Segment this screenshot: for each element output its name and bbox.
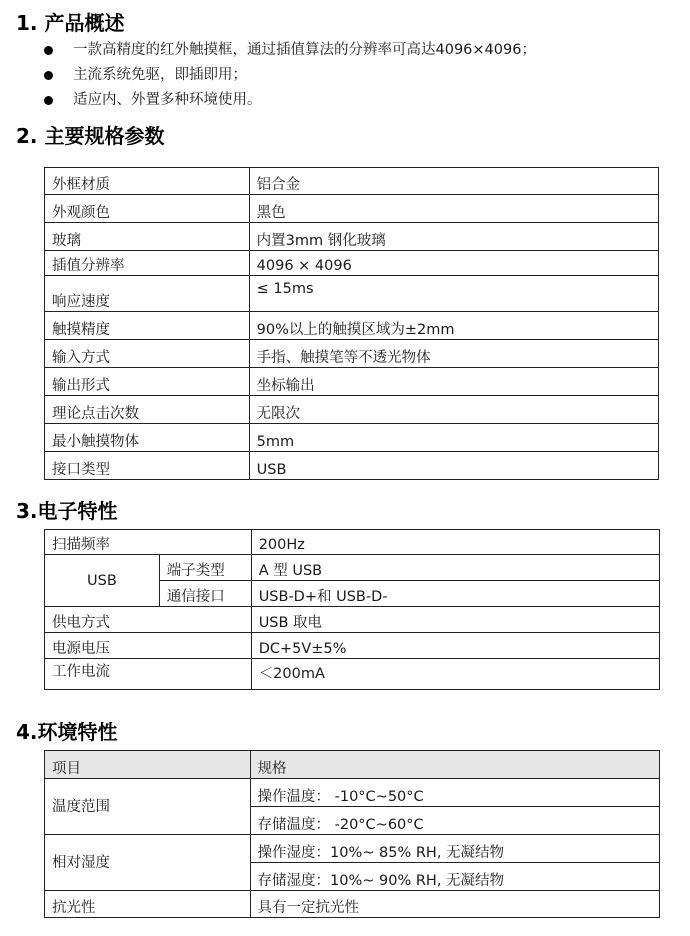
spec-value: 手指、触摸笔等不透光物体 xyxy=(249,340,658,368)
spec-label: 响应速度 xyxy=(45,276,250,312)
spec-value: ≤ 15ms xyxy=(249,276,658,312)
spec-label: 温度范围 xyxy=(45,779,251,835)
spec-value: USB-D+和 USB-D- xyxy=(251,581,659,607)
spec-label: 供电方式 xyxy=(45,607,252,633)
spec-label: 插值分辨率 xyxy=(45,251,250,276)
spec-value: USB 取电 xyxy=(251,607,659,633)
spec-label: 工作电流 xyxy=(45,659,252,690)
electrical-table xyxy=(44,529,660,690)
spec-value: DC+5V±5% xyxy=(251,633,659,659)
bullet-text: 适应内、外置多种环境使用。 xyxy=(73,92,262,108)
table-row xyxy=(45,368,659,396)
spec-label: 抗光性 xyxy=(45,891,251,918)
bullet-dot-icon xyxy=(44,96,53,105)
table-row xyxy=(45,452,659,480)
spec-value: 黑色 xyxy=(249,195,658,223)
bullet-dot-icon xyxy=(44,71,53,80)
spec-label: 接口类型 xyxy=(45,452,250,480)
bullet-item xyxy=(42,88,536,113)
spec-label: 触摸精度 xyxy=(45,312,250,340)
spec-value: 铝合金 xyxy=(249,168,658,195)
spec-label: 扫描频率 xyxy=(45,530,252,555)
table-row xyxy=(45,195,659,223)
spec-label: 电源电压 xyxy=(45,633,252,659)
spec-value: 无限次 xyxy=(249,396,658,424)
spec-value: 操作湿度：10%~ 85% RH, 无凝结物 xyxy=(250,835,659,863)
spec-sublabel: 通信接口 xyxy=(159,581,251,607)
spec-label: 最小触摸物体 xyxy=(45,424,250,452)
table-row xyxy=(45,659,660,690)
spec-label: 相对湿度 xyxy=(45,835,251,891)
table-header-row xyxy=(45,751,660,779)
spec-value: 存储温度： -20°C~60°C xyxy=(250,807,659,835)
spec-label: 外框材质 xyxy=(45,168,250,195)
table-row xyxy=(45,223,659,251)
spec-value: 4096 × 4096 xyxy=(249,251,658,276)
table-row xyxy=(45,530,660,555)
spec-value: A 型 USB xyxy=(251,555,659,581)
spec-value: 坐标输出 xyxy=(249,368,658,396)
spec-value: 内置3mm 钢化玻璃 xyxy=(249,223,658,251)
spec-value: ＜200mA xyxy=(251,659,659,690)
section-1-heading: 1. 产品概述 xyxy=(16,11,125,35)
spec-value: 5mm xyxy=(249,424,658,452)
spec-sublabel: 端子类型 xyxy=(159,555,251,581)
table-row xyxy=(45,340,659,368)
bullet-item xyxy=(42,38,536,63)
bullet-text: 主流系统免驱，即插即用； xyxy=(73,67,247,83)
table-row xyxy=(45,424,659,452)
spec-value: 操作温度： -10°C~50°C xyxy=(250,779,659,807)
column-header-item: 项目 xyxy=(45,751,251,779)
spec-value: 存储湿度：10%~ 90% RH, 无凝结物 xyxy=(250,863,659,891)
spec-label: 输出形式 xyxy=(45,368,250,396)
usb-group-label: USB xyxy=(45,555,160,607)
table-row xyxy=(45,555,660,581)
spec-label: 外观颜色 xyxy=(45,195,250,223)
bullet-text: 一款高精度的红外触摸框，通过插值算法的分辨率可高达4096×4096； xyxy=(73,42,536,58)
table-row xyxy=(45,396,659,424)
spec-label: 输入方式 xyxy=(45,340,250,368)
environment-table xyxy=(44,750,660,918)
section-2-heading: 2. 主要规格参数 xyxy=(16,124,165,148)
table-row xyxy=(45,607,660,633)
table-row xyxy=(45,276,659,312)
table-row xyxy=(45,312,659,340)
bullet-dot-icon xyxy=(44,46,53,55)
spec-value: 90%以上的触摸区域为±2mm xyxy=(249,312,658,340)
spec-label: 玻璃 xyxy=(45,223,250,251)
main-spec-table xyxy=(44,167,659,480)
table-row xyxy=(45,633,660,659)
section-3-heading: 3.电子特性 xyxy=(16,499,118,523)
bullet-item xyxy=(42,63,536,88)
column-header-spec: 规格 xyxy=(250,751,659,779)
spec-value: USB xyxy=(249,452,658,480)
spec-value: 200Hz xyxy=(251,530,659,555)
table-row xyxy=(45,251,659,276)
table-row xyxy=(45,835,660,863)
table-row xyxy=(45,168,659,195)
table-row xyxy=(45,891,660,918)
spec-label: 理论点击次数 xyxy=(45,396,250,424)
table-row xyxy=(45,779,660,807)
section-4-heading: 4.环境特性 xyxy=(16,720,118,744)
overview-bullet-list xyxy=(42,38,536,113)
spec-value: 具有一定抗光性 xyxy=(250,891,659,918)
